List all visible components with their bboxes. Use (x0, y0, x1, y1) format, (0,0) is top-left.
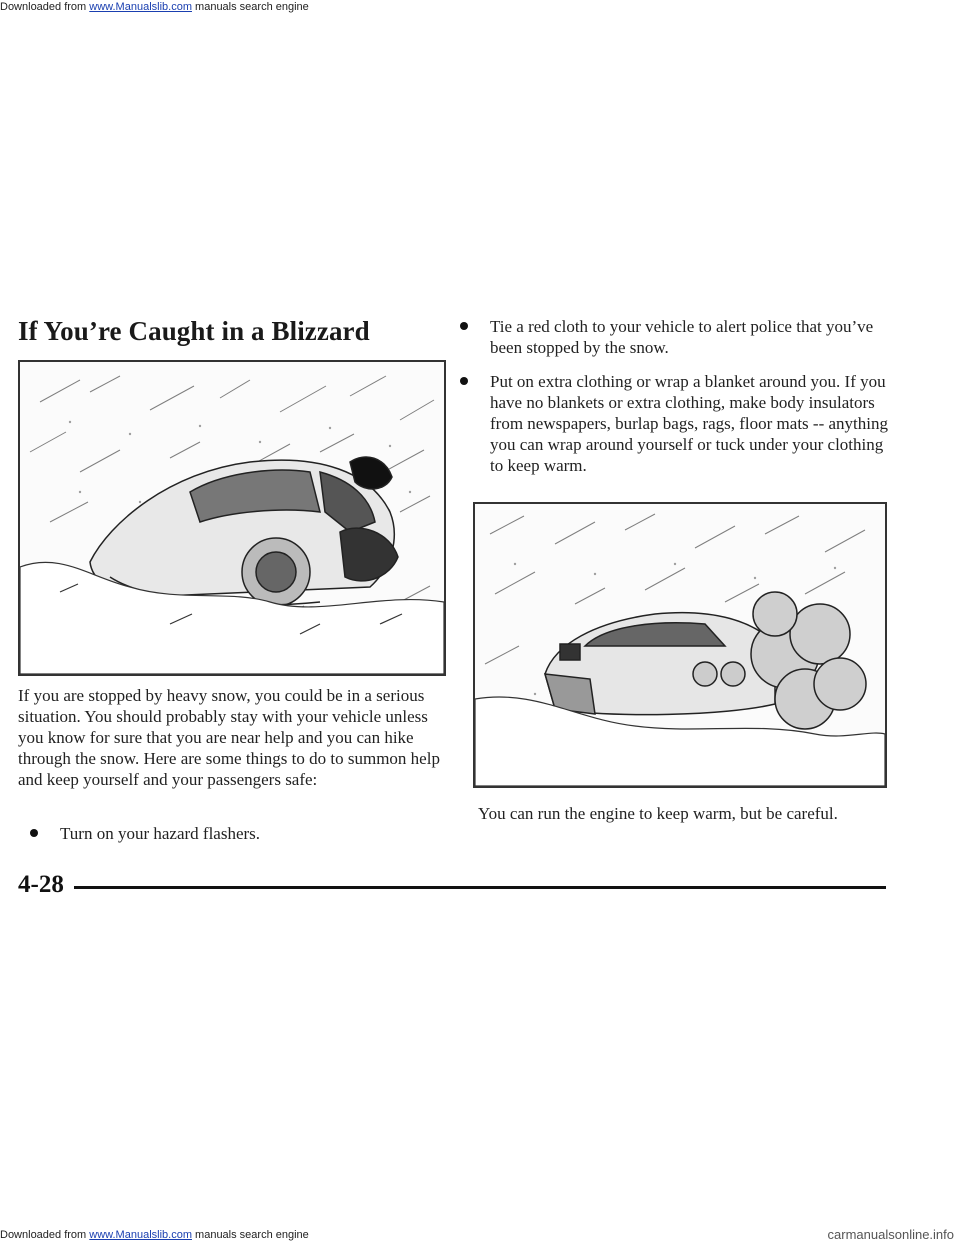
intro-paragraph: If you are stopped by heavy snow, you could be in a serious situation. You should probably stay with your vehicle unless you know for sure that you are near help and you can hike through the snow. Here are some things to do to summon help and keep yourself and your passengers safe: (18, 686, 440, 789)
bullet-text: Put on extra clothing or wrap a blanket around you. If you have no blankets or extra clothing, make body insulators from newspapers, burlap bags, rags, floor mats -- anything you can wrap around yourself or tuck under your clothing to keep warm. (490, 372, 888, 475)
car-in-snow-illustration (18, 360, 446, 676)
watermark-text: carmanualsonline.info (827, 1227, 954, 1242)
bullet-extra-clothing (460, 371, 890, 481)
download-header (0, 0, 960, 14)
bullet-text: Tie a red cloth to your vehicle to alert police that you’ve been stopped by the snow. (490, 317, 874, 357)
rear-view-car (545, 613, 775, 715)
header-suffix: manuals search engine (191, 1, 309, 13)
exhaust-cloud (751, 592, 866, 729)
section-title: If You’re Caught in a Blizzard (18, 316, 370, 346)
footer-manualslib-link[interactable]: www.Manualslib.com (89, 1229, 192, 1241)
bullet-dot-icon (30, 829, 38, 837)
bullet-red-cloth (460, 316, 880, 360)
page-number-rule (74, 886, 886, 889)
engine-paragraph: You can run the engine to keep warm, but be careful. (478, 804, 838, 823)
manualslib-link[interactable]: www.Manualslib.com (89, 1, 192, 13)
car-exhaust-illustration (473, 502, 887, 788)
footer-prefix: Downloaded from (0, 1229, 90, 1241)
bullet-hazard-flashers (30, 823, 450, 845)
bullet-dot-icon (460, 377, 468, 385)
page-number: 4-28 (18, 871, 64, 898)
footer-left (0, 1228, 309, 1242)
bullet-text: Turn on your hazard flashers. (60, 824, 261, 843)
download-footer (0, 1228, 960, 1242)
buried-car (90, 457, 398, 606)
manual-page (0, 14, 960, 1242)
header-prefix: Downloaded from (0, 1, 90, 13)
footer-suffix: manuals search engine (191, 1229, 309, 1241)
bullet-dot-icon (460, 322, 468, 330)
